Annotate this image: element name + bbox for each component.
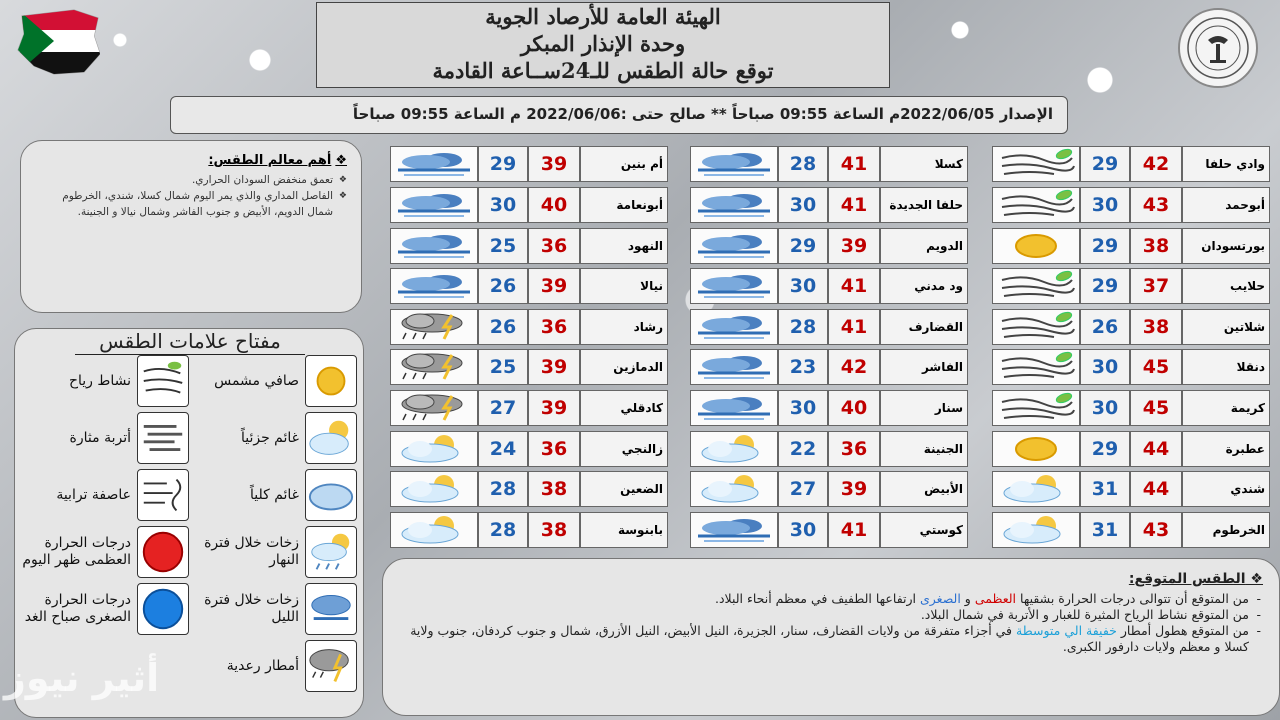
min-temp: 28 [778,309,828,345]
min-temp: 22 [778,431,828,467]
partly-cloudy-icon [305,412,357,464]
legend-title: مفتاح علامات الطقس [75,329,305,355]
legend-label: أتربة مثارة [69,429,131,446]
city-name: سنار [880,390,968,426]
min-temp: 30 [1080,349,1130,385]
city-name: بورتسودان [1182,228,1270,264]
legend-label: درجات الحرارة العظمى ظهر اليوم [22,535,131,568]
night-showers-icon [690,187,778,223]
min-temp: 30 [778,268,828,304]
city-name: شندي [1182,471,1270,507]
legend-label: نشاط رياح [68,372,131,389]
max-temp: 39 [828,228,880,264]
legend-label: زخات خلال فترة الليل [204,592,299,625]
max-temp: 38 [1130,309,1182,345]
city-name: كادقلي [580,390,668,426]
city-name: ود مدني [880,268,968,304]
max-temp: 41 [828,146,880,182]
min-temp-icon [137,583,189,635]
thunderstorm-icon [305,640,357,692]
max-temp: 38 [528,512,580,548]
min-temp: 25 [478,349,528,385]
wind-icon [992,309,1080,345]
city-name: كسلا [880,146,968,182]
max-temp: 37 [1130,268,1182,304]
min-temp: 26 [1080,309,1130,345]
legend-label: صافي مشمس [214,372,299,389]
min-temp: 31 [1080,512,1130,548]
watermark-logo: أثير نيوز [4,656,160,700]
forecast-row [690,187,968,223]
max-temp: 42 [1130,146,1182,182]
min-temp: 25 [478,228,528,264]
city-name: الدويم [880,228,968,264]
forecast-row [390,146,668,182]
min-temp: 26 [478,309,528,345]
diamond-bullet-icon: ❖ [1245,571,1263,587]
city-name: الجنينة [880,431,968,467]
sun-icon [992,431,1080,467]
wind-icon [992,187,1080,223]
city-name: أبوحمد [1182,187,1270,223]
night-showers-icon [305,583,357,635]
legend-item [19,583,189,635]
forecast-row [690,309,968,345]
sudan-flag-icon [14,6,100,76]
forecast-row [992,309,1270,345]
legend-item [19,469,189,521]
min-temp: 30 [478,187,528,223]
min-temp: 30 [778,187,828,223]
features-title: ❖أهم معالم الطقس: [208,153,347,168]
city-name: شلاتين [1182,309,1270,345]
night-showers-icon [690,349,778,385]
max-temp: 39 [528,390,580,426]
forecast-row [390,390,668,426]
night-showers-icon [690,228,778,264]
night-showers-icon [690,390,778,426]
city-name: الأبيض [880,471,968,507]
expected-weather-panel [382,558,1280,716]
city-name: بابنوسة [580,512,668,548]
max-temp: 39 [528,268,580,304]
city-name: زالنجي [580,431,668,467]
min-temp: 24 [478,431,528,467]
partly-cloudy-icon [992,471,1080,507]
night-showers-icon [390,268,478,304]
wind-icon [992,268,1080,304]
legend-item [187,412,357,464]
forecast-row [390,309,668,345]
expected-title: ❖ الطقس المتوقع: [1128,571,1263,587]
forecast-row [992,512,1270,548]
city-name: الخرطوم [1182,512,1270,548]
forecast-row [390,228,668,264]
cloudy-icon [305,469,357,521]
min-temp: 29 [1080,228,1130,264]
diamond-bullet-icon: ❖ [335,153,347,168]
max-temp: 44 [1130,431,1182,467]
forecast-row [390,187,668,223]
city-name: نيالا [580,268,668,304]
city-name: وادي حلفا [1182,146,1270,182]
max-temp: 40 [828,390,880,426]
legend-item [19,355,189,407]
legend-item [187,355,357,407]
max-temp: 42 [828,349,880,385]
legend-label: غائم جزئياً [240,429,299,446]
forecast-row [992,471,1270,507]
expected-item-rain: - من المتوقع هطول أمطار خفيفة الي متوسطة في أجزاء متفرقة من ولايات القضارف، سنار، الجزيرة، النيل الأبيض، النيل الأزرق، شمال و جنوب كردفان، جنوب ولاية كسلا و معظم ولايات دارفور الكبرى. [399,623,1249,655]
forecast-row [690,146,968,182]
night-showers-icon [690,512,778,548]
forecast-row [690,471,968,507]
min-temp: 28 [478,471,528,507]
max-temp: 38 [1130,228,1182,264]
max-temp: 36 [528,228,580,264]
min-temp: 29 [1080,431,1130,467]
legend-label: غائم كلياً [249,486,299,503]
forecast-row [690,349,968,385]
min-temp: 28 [778,146,828,182]
forecast-row [390,431,668,467]
dust-storm-icon [137,469,189,521]
legend-label: زخات خلال فترة النهار [204,535,299,568]
expected-item-wind: - من المتوقع نشاط الرياح المثيرة للغبار و الأتربة في شمال البلاد. [399,607,1249,623]
min-temp: 30 [1080,187,1130,223]
min-temp: 23 [778,349,828,385]
max-temp: 41 [828,512,880,548]
thunderstorm-icon [390,309,478,345]
max-temp: 43 [1130,512,1182,548]
min-temp: 27 [778,471,828,507]
night-showers-icon [390,187,478,223]
city-name: رشاد [580,309,668,345]
forecast-row [690,228,968,264]
city-name: حلفا الجديدة [880,187,968,223]
wind-icon [137,355,189,407]
max-temp: 44 [1130,471,1182,507]
forecast-row [992,431,1270,467]
night-showers-icon [690,268,778,304]
legend-item [187,640,357,692]
forecast-row [992,146,1270,182]
min-temp: 30 [778,390,828,426]
city-name: الضعين [580,471,668,507]
max-temp: 39 [528,349,580,385]
forecast-row [390,349,668,385]
forecast-row [992,349,1270,385]
city-name: أم بنين [580,146,668,182]
legend-label: عاصفة ترابية [56,486,131,503]
day-showers-icon [305,526,357,578]
max-temp: 40 [528,187,580,223]
thunderstorm-icon [390,390,478,426]
blowing-dust-icon [137,412,189,464]
forecast-row [992,390,1270,426]
sun-icon [992,228,1080,264]
partly-cloudy-icon [690,471,778,507]
partly-cloudy-icon [690,431,778,467]
forecast-row [690,390,968,426]
legend-label: درجات الحرارة الصغرى صباح الغد [24,592,131,625]
legend-item [19,526,189,578]
max-temp: 41 [828,187,880,223]
forecast-row [690,268,968,304]
city-name: القضارف [880,309,968,345]
max-temp: 36 [828,431,880,467]
wind-icon [992,146,1080,182]
issue-validity-bar: الإصدار 2022/06/05م الساعة 09:55 صباحاً ** صالح حتى :2022/06/06 م الساعة 09:55 صباحاً [170,96,1068,134]
city-name: الفاشر [880,349,968,385]
min-temp: 29 [1080,146,1130,182]
feature-item: ❖ الفاصل المداري والذي يمر اليوم شمال كسلا، شندي، الخرطوم شمال الدويم، الأبيض و جنوب الفاشر وشمال نيالا و الجنينة. [35,188,333,220]
min-temp: 30 [1080,390,1130,426]
thunderstorm-icon [390,349,478,385]
weather-features-panel [20,140,362,313]
min-temp: 27 [478,390,528,426]
city-name: كريمة [1182,390,1270,426]
sun-icon [305,355,357,407]
max-temp: 36 [528,431,580,467]
wind-icon [992,349,1080,385]
max-temp: 41 [828,268,880,304]
wind-icon [992,390,1080,426]
forecast-row [690,431,968,467]
feature-item: ❖ تعمق منخفض السودان الحراري. [35,172,333,188]
max-temp: 39 [828,471,880,507]
city-name: حلايب [1182,268,1270,304]
max-temp: 45 [1130,390,1182,426]
forecast-row [992,268,1270,304]
max-temp: 45 [1130,349,1182,385]
max-temp: 41 [828,309,880,345]
min-temp: 29 [1080,268,1130,304]
max-temp-icon [137,526,189,578]
partly-cloudy-icon [390,431,478,467]
org-title: الهيئة العامة للأرصاد الجوية [485,4,721,29]
forecast-row [390,471,668,507]
min-temp: 29 [478,146,528,182]
min-temp: 31 [1080,471,1130,507]
legend-item [187,583,357,635]
max-temp: 43 [1130,187,1182,223]
forecast-title: توقع حالة الطقس للـ24ســاعة القادمة [432,58,774,83]
city-name: عطبرة [1182,431,1270,467]
max-temp: 36 [528,309,580,345]
forecast-row [390,268,668,304]
forecast-row [690,512,968,548]
expected-item-temperature: - من المتوقع أن تتوالى درجات الحرارة بشقيها العظمى و الصغرى ارتفاعها الطفيف في معظم أنحاء البلاد. [399,591,1249,607]
city-name: النهود [580,228,668,264]
city-name: كوستي [880,512,968,548]
max-temp: 39 [528,146,580,182]
city-name: دنقلا [1182,349,1270,385]
night-showers-icon [690,309,778,345]
min-temp: 30 [778,512,828,548]
forecast-row [992,187,1270,223]
legend-item [187,469,357,521]
max-temp: 38 [528,471,580,507]
city-name: الدمازين [580,349,668,385]
forecast-row [992,228,1270,264]
night-showers-icon [390,228,478,264]
meteorological-authority-logo [1178,8,1258,88]
min-temp: 28 [478,512,528,548]
legend-item [187,526,357,578]
night-showers-icon [390,146,478,182]
min-temp: 26 [478,268,528,304]
header-box [316,2,890,88]
city-name: أبونعامة [580,187,668,223]
unit-title: وحدة الإنذار المبكر [520,31,686,56]
partly-cloudy-icon [992,512,1080,548]
legend-item [19,412,189,464]
partly-cloudy-icon [390,512,478,548]
min-temp: 29 [778,228,828,264]
night-showers-icon [690,146,778,182]
legend-label: أمطار رعدية [226,657,299,674]
partly-cloudy-icon [390,471,478,507]
forecast-row [390,512,668,548]
